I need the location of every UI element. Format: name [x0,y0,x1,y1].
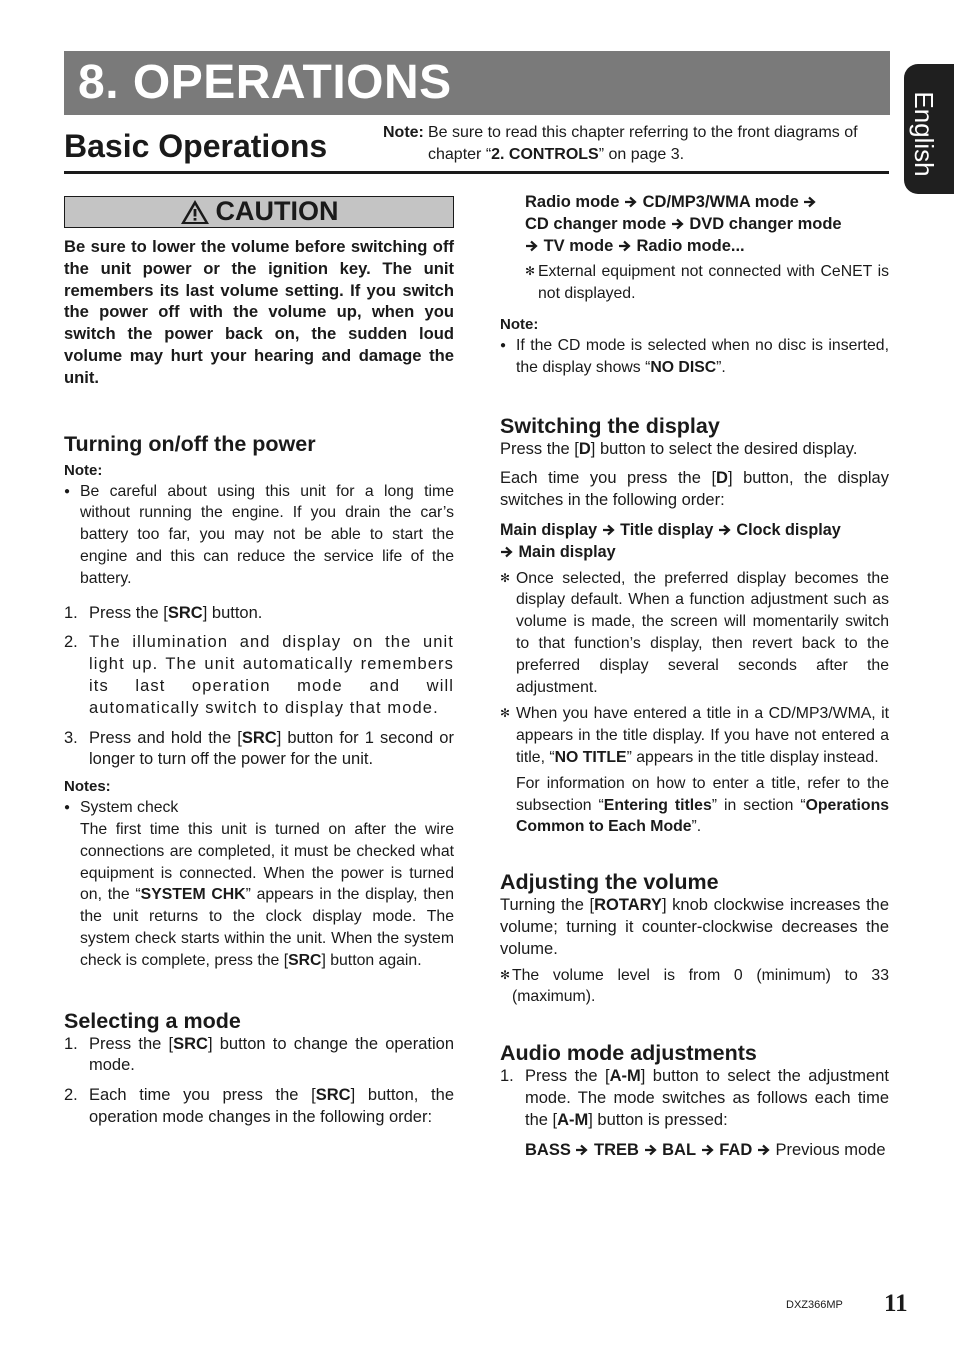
power-note-bullet: ● Be careful about using this unit for a long time without running the engine. If you drain the car’s battery too far, you may not be able to start the engine and this can reduce the service life of the battery. [64,481,454,590]
caution-box [64,196,454,228]
power-step-3: 3. Press and hold the [SRC] button for 1 second or longer to turn off the power for the unit. [64,728,454,769]
audio-step-1: 1. Press the [A-M] button to select the adjustment mode. The mode switches as follows each time the [A-M] button is pressed: [500,1067,889,1129]
mode-external-note: ✻ External equipment not connected with CeNET is not displayed. [525,263,889,303]
display-para-1: Press the [D] button to select the desired display. [500,439,858,458]
heading-selecting-mode: Selecting a mode [64,1008,241,1033]
volume-para: Turning the [ROTARY] knob clockwise increases the volume; turning it counter-clockwise decreases the volume. [500,896,890,958]
right-column [500,192,889,1161]
warning-triangle-icon [180,199,210,225]
power-step-2: 2. The illumination and display on the unit light up. The unit automatically remembers its last operation mode and will automatically switch to display that mode. [64,633,454,717]
chapter-header-bar [64,51,890,115]
audio-sequence: BASS TREB BAL FAD Previous mode [525,1140,886,1159]
section-title: Basic Operations [64,128,328,164]
mode-step-2: 2. Each time you press the [SRC] button, the operation mode changes in the following order: [64,1086,454,1126]
display-asterisk-1: ✻ Once selected, the preferred display becomes the display default. When a function adjustment such as volume is made, the screen will momentarily switch to that function’s display, then revert back to the preferred display several seconds after the adjustment. [500,569,889,696]
caution-label: CAUTION [215,196,339,227]
page-number: 11 [884,1290,908,1317]
display-sequence: Main display Title display Clock display Main display [500,520,841,561]
language-tab-label: English [909,91,939,177]
power-notes-label: Notes: [64,778,111,796]
display-para-2: Each time you press the [D] button, the display switches in the following order: [500,469,889,510]
mode-note-label: Note: [500,315,539,333]
header-note-label: Note: [383,124,424,141]
language-tab [904,64,954,194]
power-note-label: Note: [64,461,103,479]
power-step-1: 1. Press the [SRC] button. [64,603,263,622]
caution-text: Be sure to lower the volume before switching off the unit power or the ignition key. The unit remembers its last volume setting. If you switch the power off with the volume up, when you switch the power back on, the sudden loud volume may hurt your hearing and damage the unit. [64,237,454,387]
header-note [383,122,889,166]
volume-asterisk: ✻ The volume level is from 0 (minimum) to 33 (maximum). [500,966,889,1006]
mode-sequence: Radio mode CD/MP3/WMA mode CD changer mode DVD changer mode TV mode Radio mode... [525,193,842,255]
power-notes-bullet: ● System check The first time this unit is turned on after the wire connections are completed, it must be checked what equipment is connected. When the power is turned on, the “SYSTEM CHK” appears in the display, then the unit returns to the clock display mode. The system check starts within the unit. When the system check is complete, press the [SRC] button again. [64,797,454,971]
mode-step-1: 1. Press the [SRC] button to change the operation mode. [64,1034,454,1075]
heading-adjusting-volume: Adjusting the volume [500,870,719,895]
heading-turning-power: Turning on/off the power [64,431,316,456]
model-number: DXZ366MP [786,1299,843,1311]
heading-audio-mode: Audio mode adjustments [500,1041,757,1066]
display-asterisk-2: ✻ When you have entered a title in a CD/MP3/WMA, it appears in the title display. If you have not entered a title, “NO TITLE” appears in the title display instead. [500,705,889,766]
left-column [64,196,454,1129]
header-note-text: Be sure to read this chapter referring to the front diagrams of chapter “2. CONTROLS” on page 3. [428,124,858,163]
chapter-title: 8. OPERATIONS [78,56,452,109]
display-info: For information on how to enter a title, refer to the subsection “Entering titles” in section “Operations Common to Each Mode”. [516,774,890,836]
section-divider [64,171,889,174]
heading-switching-display: Switching the display [500,413,720,438]
mode-note-bullet: ● If the CD mode is selected when no disc is inserted, the display shows “NO DISC”. [500,335,889,379]
